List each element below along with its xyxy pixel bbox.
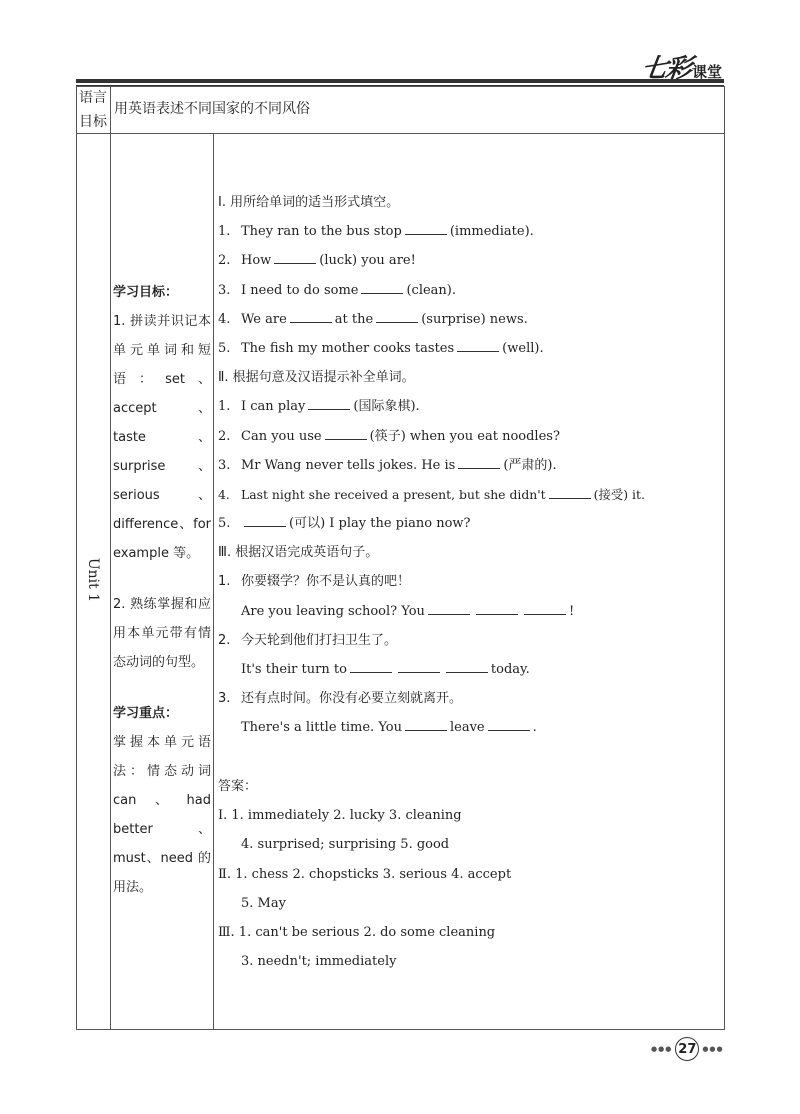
unit-label: Unit 1 bbox=[85, 557, 101, 603]
section2-item-5 bbox=[218, 509, 718, 538]
answer-blank[interactable] bbox=[457, 339, 499, 352]
exercises bbox=[218, 188, 718, 743]
item-text-mid: leave bbox=[449, 720, 485, 736]
item-text: Are you leaving school? You bbox=[241, 603, 425, 619]
section3-item-1-cn bbox=[218, 567, 718, 596]
answer-blank[interactable] bbox=[325, 427, 367, 440]
item-text-mid: at the bbox=[334, 311, 374, 327]
focus-title: 学习重点： bbox=[113, 706, 179, 721]
table-col-divider-1 bbox=[110, 86, 111, 1030]
section1-item-3 bbox=[218, 276, 718, 305]
item-text-end: ! bbox=[568, 603, 575, 619]
objective-2: 2. 熟练掌握和应用本单元带有情态动词的句型。 bbox=[113, 597, 211, 670]
answers-line-4: 5. May bbox=[241, 895, 286, 911]
answer-blank[interactable] bbox=[446, 660, 488, 673]
item-number: 2. bbox=[218, 632, 231, 648]
section1-item-2 bbox=[218, 246, 718, 275]
table-border-left bbox=[76, 86, 77, 1030]
answers-line-2: 4. surprised; surprising 5. good bbox=[241, 837, 450, 853]
focus-text: 掌握本单元语法：情态动词 can、had better、must、need 的用法。 bbox=[113, 735, 211, 895]
answers-line-1: Ⅰ. 1. immediately 2. lucky 3. cleaning bbox=[218, 808, 462, 824]
item-text: They ran to the bus stop bbox=[241, 224, 402, 240]
answers-line-6: 3. needn't; immediately bbox=[241, 954, 397, 970]
answer-blank[interactable] bbox=[290, 310, 332, 323]
lang-goal-text: 用英语表述不同国家的不同风俗 bbox=[114, 101, 310, 117]
answer-blank[interactable] bbox=[405, 718, 447, 731]
answer-blank[interactable] bbox=[428, 602, 470, 615]
section3-item-2-en bbox=[218, 655, 718, 684]
answer-blank[interactable] bbox=[405, 222, 447, 235]
section1-title: Ⅰ. 用所给单词的适当形式填空。 bbox=[218, 195, 400, 210]
item-text-end: today. bbox=[490, 662, 530, 677]
answer-blank[interactable] bbox=[488, 718, 530, 731]
answer-blank[interactable] bbox=[524, 602, 566, 615]
section3-title: Ⅲ. 根据汉语完成英语句子。 bbox=[218, 545, 379, 561]
table-border-top bbox=[76, 86, 725, 87]
section2-item-2 bbox=[218, 422, 718, 451]
answer-blank[interactable] bbox=[458, 456, 500, 469]
answer-blank[interactable] bbox=[376, 310, 418, 323]
page-number-value: 27 bbox=[675, 1037, 699, 1061]
answers-line-5: Ⅲ. 1. can't be serious 2. do some cleaning bbox=[218, 924, 496, 940]
section2-item-4 bbox=[218, 480, 718, 509]
item-hint: (well). bbox=[502, 340, 544, 356]
item-hint: (clean). bbox=[406, 282, 456, 298]
item-number: 3. bbox=[218, 457, 231, 473]
table-col-divider-2 bbox=[213, 133, 214, 1030]
item-hint: (surprise) news. bbox=[421, 311, 528, 327]
answer-blank[interactable] bbox=[549, 486, 591, 499]
section1-item-1 bbox=[218, 217, 718, 246]
item-text: I need to do some bbox=[241, 282, 359, 298]
table-row-divider bbox=[76, 133, 725, 134]
section3-item-1-en bbox=[218, 597, 718, 626]
section3-item-2-cn bbox=[218, 626, 718, 655]
page-dots-left-icon: ●●● bbox=[651, 1045, 673, 1053]
learning-objectives bbox=[113, 278, 211, 902]
item-hint: (可以) I play the piano now? bbox=[289, 516, 471, 532]
answer-blank[interactable] bbox=[398, 660, 440, 673]
item-number: 4. bbox=[218, 486, 230, 502]
answer-blank[interactable] bbox=[244, 514, 286, 527]
item-number: 3. bbox=[218, 691, 231, 707]
section3-item-3-en bbox=[218, 713, 718, 742]
item-hint: (严肃的). bbox=[503, 457, 557, 473]
section3-item-3-cn bbox=[218, 684, 718, 713]
objectives-title: 学习目标： bbox=[113, 285, 179, 300]
item-number: 1. bbox=[218, 224, 231, 240]
answer-key bbox=[218, 772, 718, 976]
item-number: 3. bbox=[218, 282, 231, 298]
item-number: 1. bbox=[218, 399, 231, 415]
brand-course-label: 课堂 bbox=[691, 63, 722, 81]
item-text: We are bbox=[241, 311, 287, 327]
section1-item-5 bbox=[218, 334, 718, 363]
answer-blank[interactable] bbox=[274, 251, 316, 264]
item-number: 2. bbox=[218, 253, 231, 269]
item-chinese: 今天轮到他们打扫卫生了。 bbox=[241, 632, 398, 648]
section2-item-1 bbox=[218, 392, 718, 421]
section2-item-3 bbox=[218, 451, 718, 480]
answers-title: 答案： bbox=[218, 779, 258, 794]
table-border-right bbox=[724, 86, 725, 1030]
item-text: Mr Wang never tells jokes. He is bbox=[241, 457, 456, 473]
item-number: 5. bbox=[218, 516, 231, 532]
item-hint: (luck) you are! bbox=[319, 253, 416, 269]
answer-blank[interactable] bbox=[350, 660, 392, 673]
item-number: 5. bbox=[218, 340, 231, 356]
item-chinese: 你要辍学？你不是认真的吧！ bbox=[241, 574, 411, 590]
item-text: It's their turn to bbox=[241, 662, 347, 677]
item-text: Last night she received a present, but she didn't bbox=[241, 486, 546, 502]
brand-logo-mark: 七彩 bbox=[639, 54, 692, 84]
item-chinese: 还有点时间。你没有必要立刻就离开。 bbox=[241, 691, 463, 707]
item-text: There's a little time. You bbox=[241, 720, 402, 736]
answer-blank[interactable] bbox=[476, 602, 518, 615]
item-text: I can play bbox=[241, 399, 306, 415]
table-border-bottom bbox=[76, 1029, 725, 1030]
lang-goal-label-line1: 语言 bbox=[79, 90, 107, 106]
item-number: 2. bbox=[218, 428, 231, 444]
lang-goal-label bbox=[76, 86, 110, 134]
item-hint: (筷子) when you eat noodles? bbox=[369, 428, 560, 444]
header-rule bbox=[76, 79, 724, 86]
item-text: Can you use bbox=[241, 428, 322, 444]
item-hint: (接受) it. bbox=[593, 486, 645, 502]
item-number: 4. bbox=[218, 311, 231, 327]
item-hint: (immediate). bbox=[449, 224, 534, 240]
page-dots-right-icon: ●●● bbox=[702, 1045, 724, 1053]
lang-goal-label-line2: 目标 bbox=[79, 114, 107, 130]
item-text-end: . bbox=[532, 720, 537, 736]
page-number bbox=[651, 1037, 724, 1061]
answer-blank[interactable] bbox=[308, 397, 350, 410]
answer-blank[interactable] bbox=[361, 281, 403, 294]
answers-line-3: Ⅱ. 1. chess 2. chopsticks 3. serious 4. accept bbox=[218, 866, 512, 882]
item-text: How bbox=[241, 253, 272, 269]
item-number: 1. bbox=[218, 574, 231, 590]
section1-item-4 bbox=[218, 305, 718, 334]
item-hint: (国际象棋). bbox=[353, 399, 420, 415]
item-text: The fish my mother cooks tastes bbox=[241, 340, 455, 356]
objective-1: 1. 拼读并识记本单元单词和短语：set、accept、taste、surprise、serious、difference、for example 等。 bbox=[113, 314, 211, 561]
section2-title: Ⅱ. 根据句意及汉语提示补全单词。 bbox=[218, 370, 415, 386]
